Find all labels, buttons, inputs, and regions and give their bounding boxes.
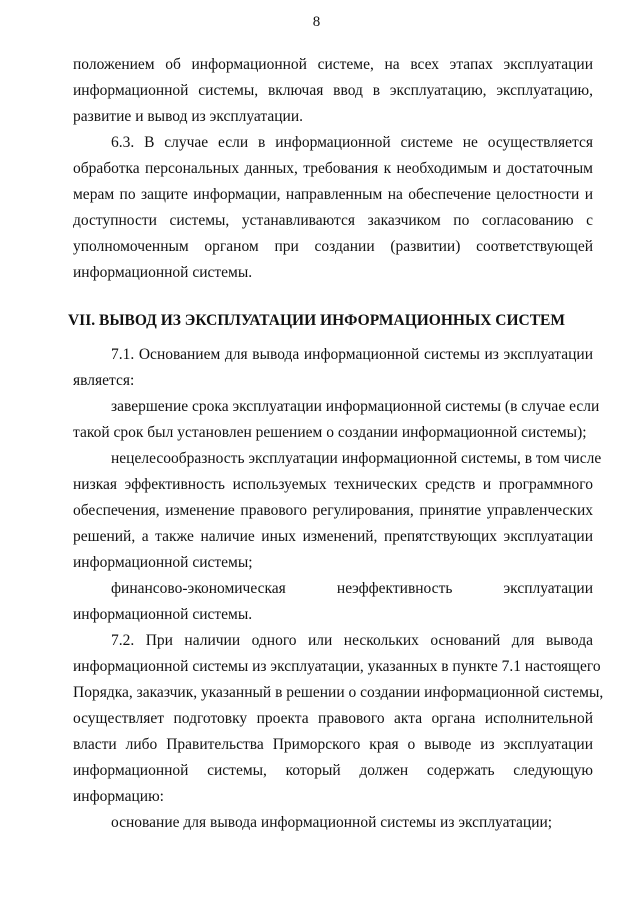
text-line: обеспечения, изменение правового регулирования, принятие управленческих (73, 502, 593, 519)
text-line: развитие и вывод из эксплуатации. (73, 108, 303, 125)
text-line: Порядка, заказчик, указанный в решении о создании информационной системы, (73, 684, 604, 701)
text-line: положением об информационной системе, на всех этапах эксплуатации (73, 56, 593, 73)
text-line: является: (73, 372, 135, 389)
text-line: власти либо Правительства Приморского края о выводе из эксплуатации (73, 736, 593, 753)
text-line: 7.1. Основанием для вывода информационной системы из эксплуатации (111, 346, 593, 363)
text-line: нецелесообразность эксплуатации информационной системы, в том числе (111, 450, 602, 467)
paragraph-continuation (73, 52, 593, 130)
paragraph-7-1 (73, 342, 593, 394)
list-item-inefficiency (73, 576, 593, 628)
text-line: финансово-экономическая неэффективность эксплуатации (111, 580, 593, 597)
text-line: доступности системы, устанавливаются заказчиком по согласованию с (73, 212, 593, 229)
text-line: низкая эффективность используемых технических средств и программного (73, 476, 593, 493)
text-line: такой срок был установлен решением о создании информационной системы); (73, 424, 587, 441)
list-item-basis (73, 810, 593, 836)
text-line: решений, а также наличие иных изменений, препятствующих эксплуатации (73, 528, 593, 545)
text-line: обработка персональных данных, требования к необходимым и достаточным (73, 160, 593, 177)
page-number: 8 (312, 14, 321, 30)
section-heading: VII. ВЫВОД ИЗ ЭКСПЛУАТАЦИИ ИНФОРМАЦИОННЫХ СИСТЕМ (67, 312, 566, 329)
text-line: информационной системы; (73, 554, 253, 571)
text-line: информационной системы из эксплуатации, указанных в пункте 7.1 настоящего (73, 658, 601, 675)
text-line: 7.2. При наличии одного или нескольких оснований для вывода (111, 632, 593, 649)
list-item-inexpedience (73, 446, 602, 576)
text-line: завершение срока эксплуатации информационной системы (в случае если (111, 398, 600, 415)
text-line: уполномоченным органом при создании (развитии) соответствующей (73, 238, 593, 255)
text-line: информацию: (73, 788, 164, 805)
text-line: информационной системы, который должен содержать следующую (73, 762, 593, 779)
text-line: основание для вывода информационной системы из эксплуатации; (111, 814, 553, 831)
list-item-term-expired (73, 394, 600, 446)
text-line: информационной системы. (73, 264, 253, 281)
text-line: 6.3. В случае если в информационной системе не осуществляется (111, 134, 593, 151)
text-line: информационной системы. (73, 606, 253, 623)
paragraph-7-2 (73, 628, 604, 810)
text-line: осуществляет подготовку проекта правового акта органа исполнительной (73, 710, 593, 727)
text-line: мерам по защите информации, направленным на обеспечение целостности и (73, 186, 593, 203)
text-line: информационной системы, включая ввод в эксплуатацию, эксплуатацию, (73, 82, 593, 99)
paragraph-6-3 (73, 130, 593, 286)
